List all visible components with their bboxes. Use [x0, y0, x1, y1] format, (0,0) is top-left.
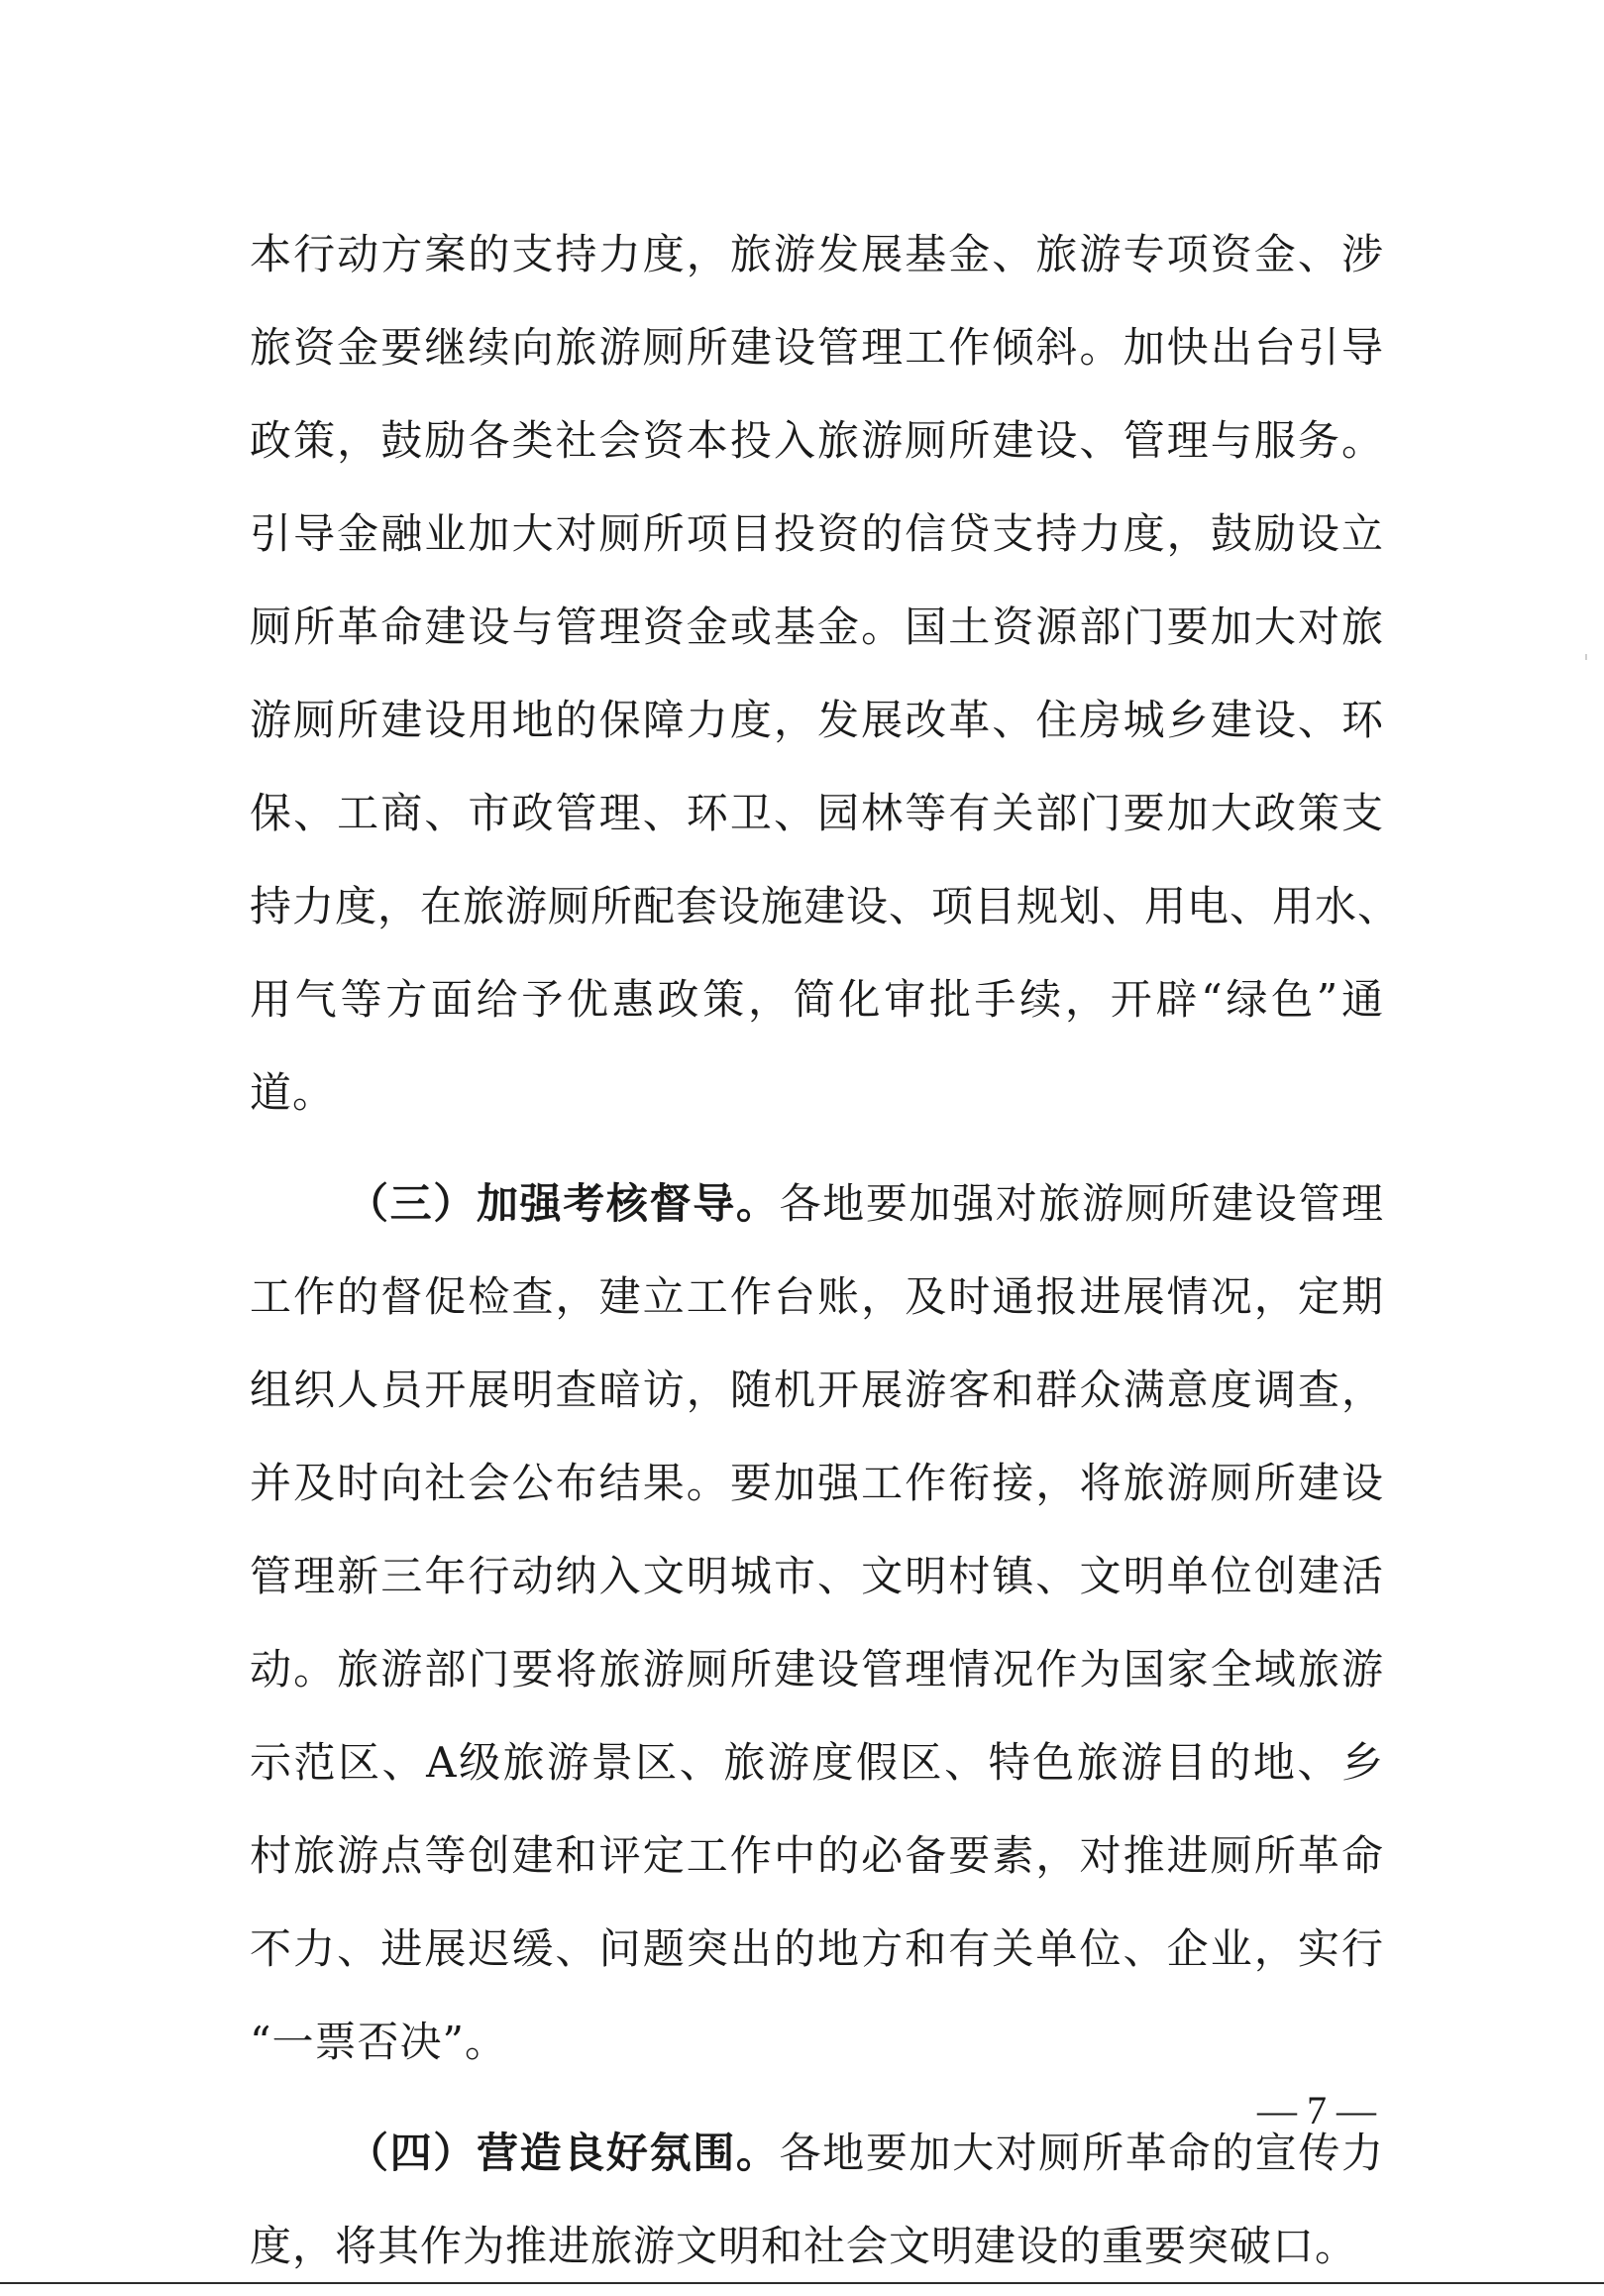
- text-line: 引导金融业加大对厕所项目投资的信贷支持力度，鼓励设立: [250, 509, 1384, 558]
- text-line: 道。: [250, 1068, 336, 1117]
- paragraph-first-line: [250, 1157, 1384, 1251]
- text-line: 并及时向社会公布结果。要加强工作衔接，将旅游厕所建设: [250, 1459, 1384, 1507]
- section-heading: （三）加强考核督导。: [347, 1179, 780, 1228]
- scan-speck: [1585, 654, 1587, 660]
- text-line: 管理新三年行动纳入文明城市、文明村镇、文明单位创建活: [250, 1552, 1384, 1600]
- text-run: 各地要加强对旅游厕所建设管理: [779, 1179, 1384, 1228]
- text-line: 保、工商、市政管理、环卫、园林等有关部门要加大政策支: [250, 789, 1384, 837]
- text-line: 厕所革命建设与管理资金或基金。国土资源部门要加大对旅: [250, 602, 1384, 651]
- text-run: 各地要加大对厕所革命的宣传力: [779, 2129, 1384, 2177]
- text-line: 动。旅游部门要将旅游厕所建设管理情况作为国家全域旅游: [250, 1645, 1384, 1694]
- text-line: 示范区、A级旅游景区、旅游度假区、特色旅游目的地、乡: [250, 1738, 1384, 1787]
- text-line: 旅资金要继续向旅游厕所建设管理工作倾斜。加快出台引导: [250, 323, 1384, 372]
- paragraph-assessment-supervision: [250, 1157, 1384, 2089]
- text-line: 不力、进展迟缓、问题突出的地方和有关单位、企业，实行: [250, 1924, 1384, 1973]
- paragraph-atmosphere: [250, 2107, 1384, 2293]
- text-line: 游厕所建设用地的保障力度，发展改革、住房城乡建设、环: [250, 696, 1384, 744]
- scan-bottom-edge: [0, 2282, 1604, 2284]
- text-line: 用气等方面给予优惠政策，简化审批手续，开辟“绿色”通: [250, 975, 1384, 1024]
- section-heading: （四）营造良好氛围。: [347, 2129, 780, 2177]
- text-line: 本行动方案的支持力度，旅游发展基金、旅游专项资金、涉: [250, 230, 1384, 278]
- text-line: 组织人员开展明查暗访，随机开展游客和群众满意度调查，: [250, 1366, 1384, 1414]
- text-line: 持力度，在旅游厕所配套设施建设、项目规划、用电、用水、: [250, 882, 1401, 930]
- text-line: 政策，鼓励各类社会资本投入旅游厕所建设、管理与服务。: [250, 416, 1384, 465]
- text-line: 村旅游点等创建和评定工作中的必备要素，对推进厕所革命: [250, 1831, 1384, 1880]
- paragraph-funding-support: [250, 208, 1401, 1140]
- text-line: “一票否决”。: [250, 2018, 507, 2066]
- paragraph-first-line: [250, 2107, 1384, 2200]
- text-line: 度，将其作为推进旅游文明和社会文明建设的重要突破口。: [250, 2222, 1358, 2270]
- text-line: 工作的督促检查，建立工作台账，及时通报进展情况，定期: [250, 1272, 1384, 1321]
- body-text: [250, 208, 1401, 2293]
- page-number: — 7 —: [1257, 2088, 1376, 2132]
